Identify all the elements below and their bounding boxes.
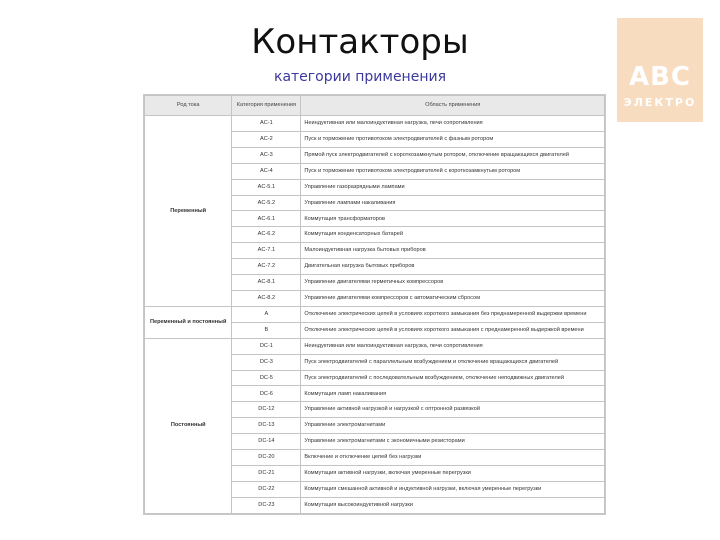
logo-text: ЭЛЕКТРО	[623, 96, 697, 109]
table-row	[145, 116, 605, 132]
application-cell: Управление электромагнитами	[301, 418, 605, 434]
application-cell: Пуск электродвигателей с параллельным возбуждением и отключение вращающихся двигателей	[301, 354, 605, 370]
application-cell: Прямой пуск электродвигателей с короткозамкнутым ротором, отключение вращающихся двигателей	[301, 147, 605, 163]
application-cell: Двигательная нагрузка бытовых приборов	[301, 259, 605, 275]
header-application: Область применения	[301, 96, 605, 116]
category-cell: DC-1	[232, 338, 301, 354]
current-type-cell: Переменный и постоянный	[145, 306, 232, 338]
category-cell: DC-13	[232, 418, 301, 434]
application-cell: Управление активной нагрузкой и нагрузкой с оптронной развязкой	[301, 402, 605, 418]
table-header-row	[145, 96, 605, 116]
application-cell: Неиндуктивная или малоиндуктивная нагрузка, печи сопротивления	[301, 338, 605, 354]
application-cell: Коммутация конденсаторных батарей	[301, 227, 605, 243]
category-cell: DC-14	[232, 434, 301, 450]
category-cell: AC-5.1	[232, 179, 301, 195]
application-cell: Управление электромагнитами с экономичными резисторами	[301, 434, 605, 450]
application-cell: Коммутация смешанной активной и индуктивной нагрузки, включая умеренные перегрузки	[301, 481, 605, 497]
category-cell: B	[232, 322, 301, 338]
application-cell: Отключение электрических цепей в условиях короткого замыкания без преднамеренной выдержки времени	[301, 306, 605, 322]
application-cell: Отключение электрических цепей в условиях короткого замыкания с преднамеренной выдержкой времени	[301, 322, 605, 338]
current-type-cell: Переменный	[145, 116, 232, 307]
category-cell: AC-2	[232, 131, 301, 147]
category-cell: AC-4	[232, 163, 301, 179]
current-type-cell: Постоянный	[145, 338, 232, 513]
application-cell: Коммутация активной нагрузки, включая умеренные перегрузки	[301, 465, 605, 481]
application-cell: Пуск электродвигателей с последовательным возбуждением, отключение неподвижных двигателей	[301, 370, 605, 386]
category-cell: AC-8.2	[232, 290, 301, 306]
category-cell: AC-5.2	[232, 195, 301, 211]
category-cell: DC-20	[232, 450, 301, 466]
application-cell: Включение и отключение цепей без нагрузки	[301, 450, 605, 466]
application-cell: Коммутация трансформаторов	[301, 211, 605, 227]
slide-subtitle: категории применения	[273, 69, 446, 85]
application-cell: Управление газоразрядными лампами	[301, 179, 605, 195]
category-cell: DC-3	[232, 354, 301, 370]
category-cell: DC-22	[232, 481, 301, 497]
category-cell: AC-7.2	[232, 259, 301, 275]
category-cell: DC-5	[232, 370, 301, 386]
abc-elektro-logo	[617, 18, 703, 122]
header-category: Категория применения	[232, 96, 301, 116]
category-cell: AC-6.1	[232, 211, 301, 227]
header-current-type: Род тока	[145, 96, 232, 116]
category-cell: DC-12	[232, 402, 301, 418]
category-cell: A	[232, 306, 301, 322]
application-cell: Коммутация ламп накаливания	[301, 386, 605, 402]
category-cell: AC-8.1	[232, 275, 301, 291]
application-cell: Управление двигателями герметичных компрессоров	[301, 275, 605, 291]
application-cell: Управление двигателями компрессоров с автоматическим сбросом	[301, 290, 605, 306]
categories-table-image	[143, 94, 606, 515]
table-body	[145, 116, 605, 514]
slide-title: Контакторы	[251, 22, 469, 62]
category-cell: DC-6	[232, 386, 301, 402]
application-cell: Пуск и торможение противотоком электродвигателей с фазным ротором	[301, 131, 605, 147]
logo-brand: ABC	[628, 62, 692, 92]
application-cell: Управление лампами накаливания	[301, 195, 605, 211]
categories-table	[144, 95, 605, 514]
category-cell: AC-1	[232, 116, 301, 132]
application-cell: Малоиндуктивная нагрузка бытовых приборов	[301, 243, 605, 259]
category-cell: DC-21	[232, 465, 301, 481]
application-cell: Коммутация высокоиндуктивной нагрузки	[301, 497, 605, 513]
category-cell: AC-3	[232, 147, 301, 163]
application-cell: Пуск и торможение противотоком электродвигателей с короткозамкнутым ротором	[301, 163, 605, 179]
application-cell: Неиндуктивная или малоиндуктивная нагрузка, печи сопротивления	[301, 116, 605, 132]
category-cell: AC-6.2	[232, 227, 301, 243]
table-row	[145, 306, 605, 322]
category-cell: AC-7.1	[232, 243, 301, 259]
table-row	[145, 338, 605, 354]
category-cell: DC-23	[232, 497, 301, 513]
